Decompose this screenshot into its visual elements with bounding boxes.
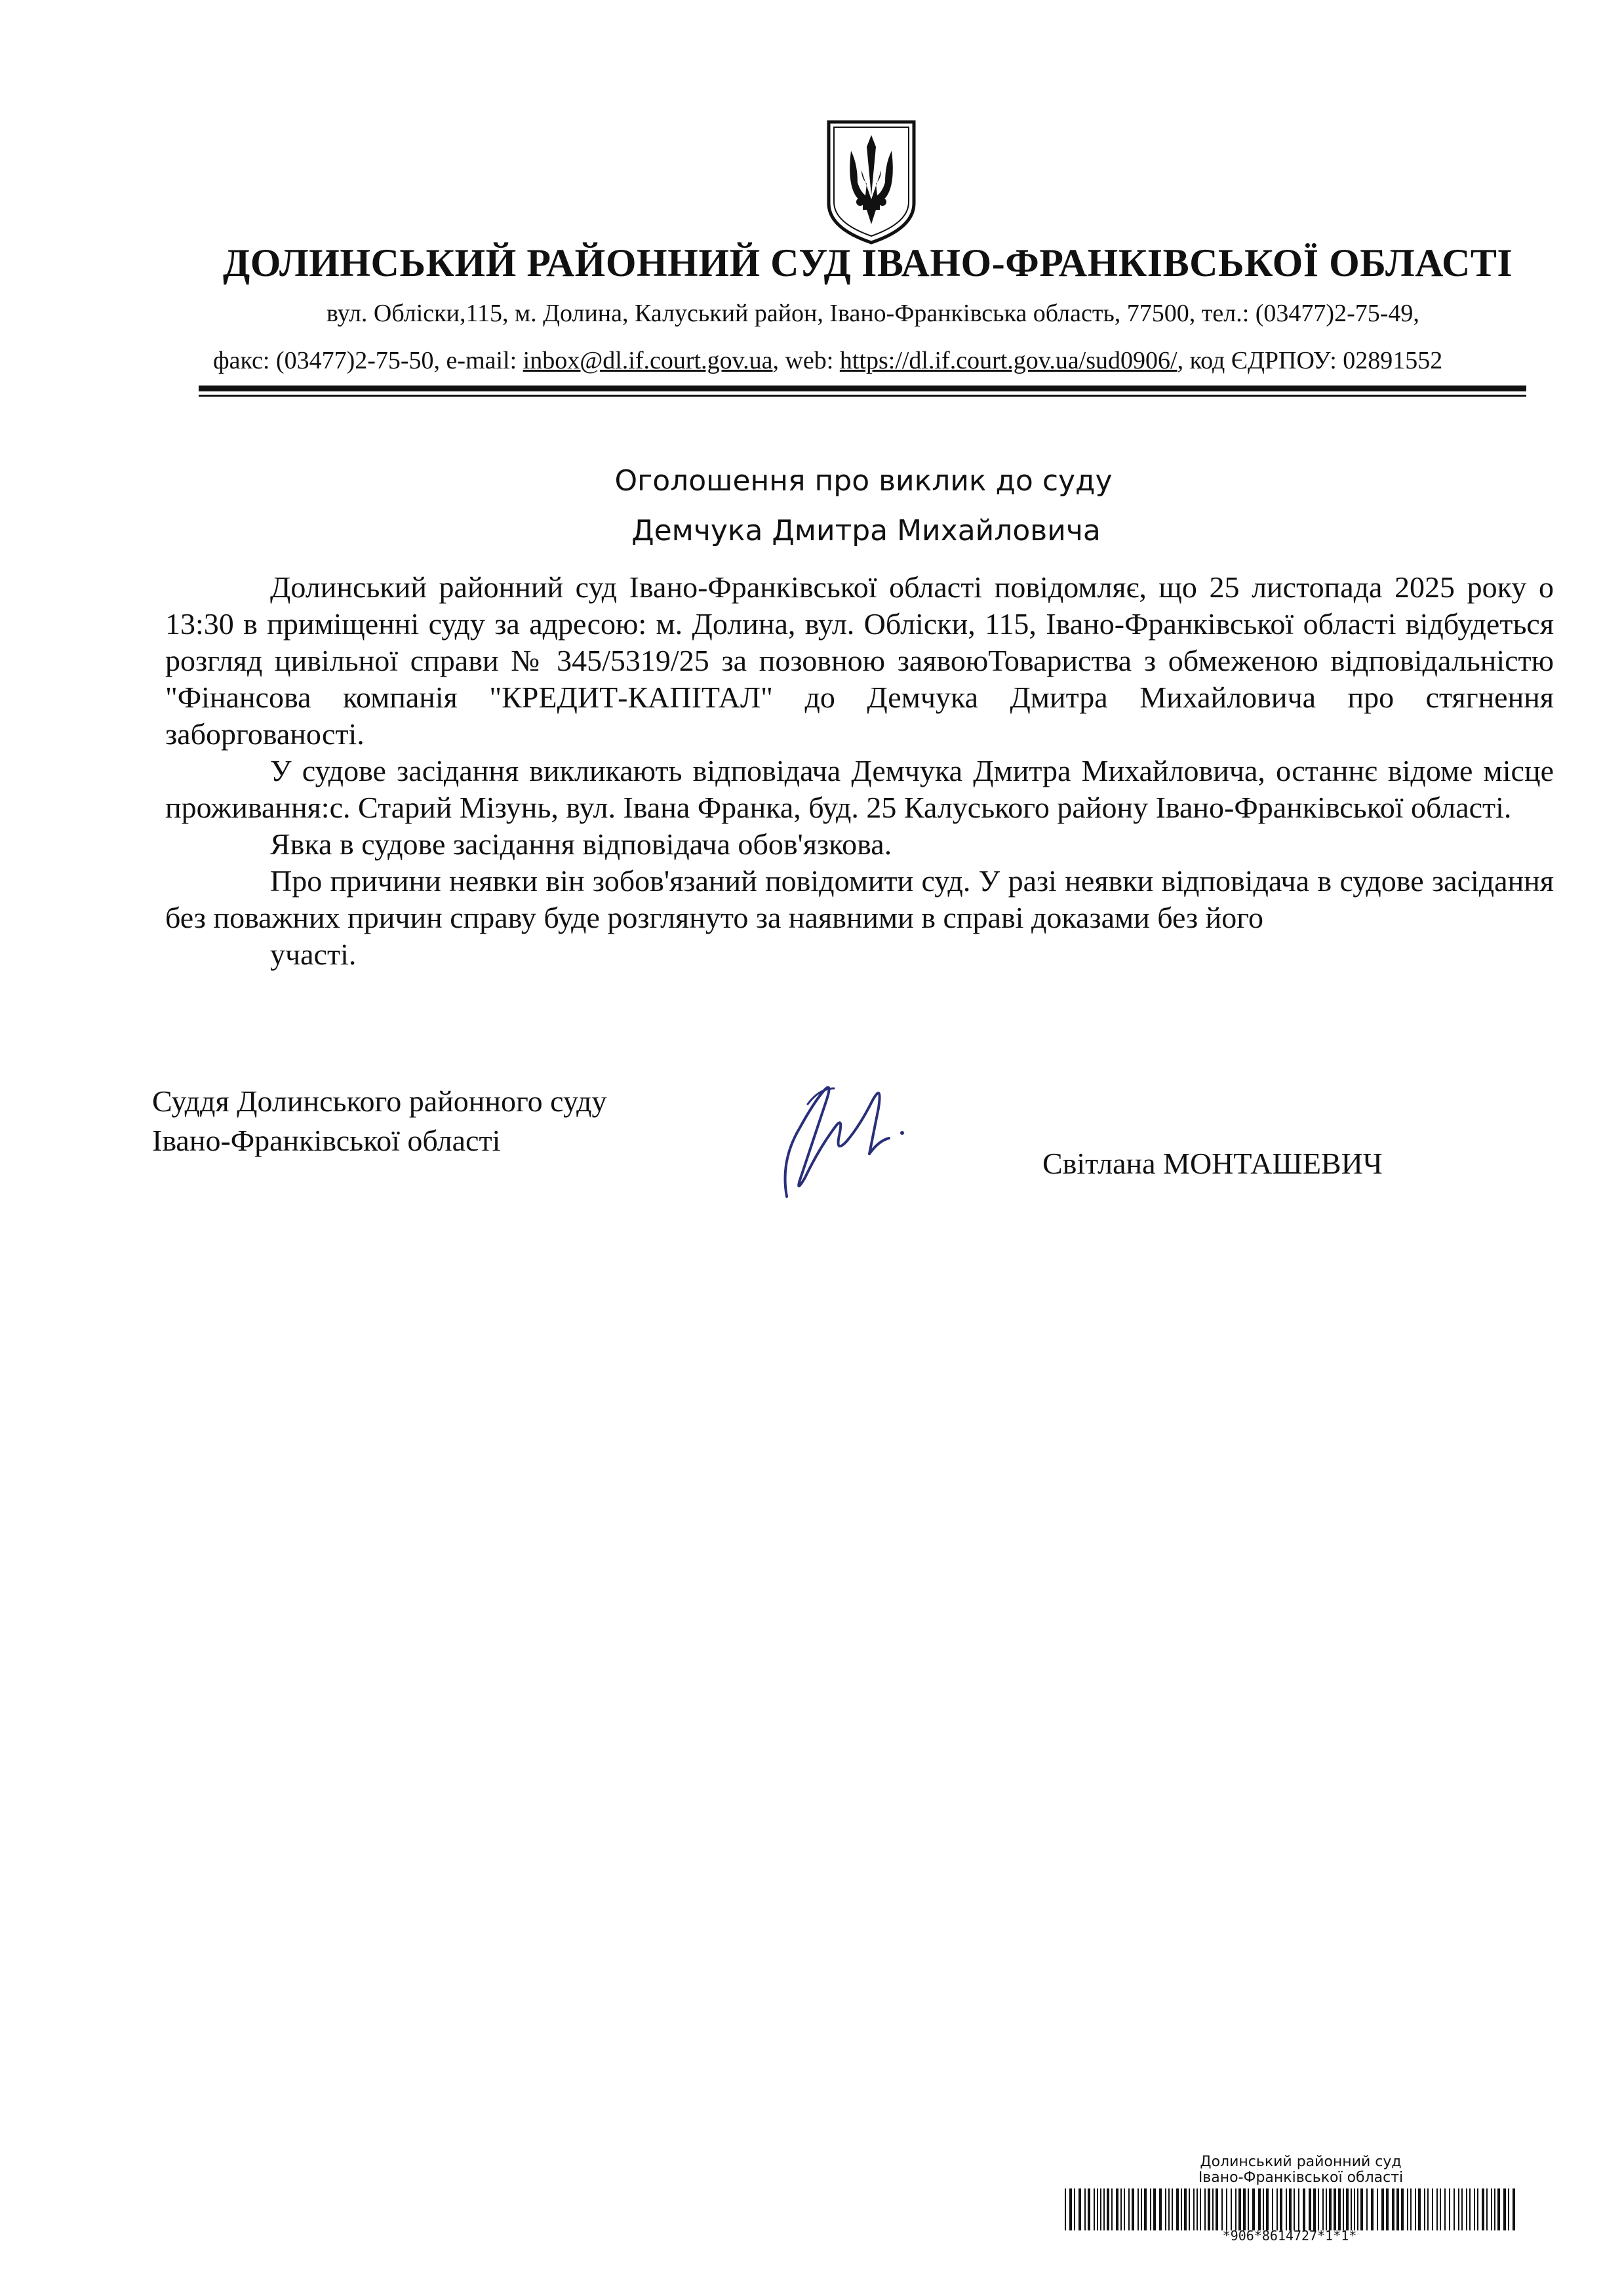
paragraph-summons: У судове засідання викликають відповідача Демчука Дмитра Михайловича, останнє відоме місце проживання:с. Старий Мізунь, вул. Івана Франка, буд. 25 Калуського району Івано-Франківської області. — [165, 754, 1554, 824]
barcode-bar — [1436, 2188, 1438, 2230]
judge-title-line1: Суддя Долинського районного суду — [152, 1084, 607, 1118]
barcode-bar — [1094, 2188, 1095, 2230]
barcode-bar — [1124, 2188, 1125, 2230]
web-label: , web: — [772, 347, 840, 374]
barcode-bar — [1458, 2188, 1459, 2230]
barcode-bar — [1424, 2188, 1425, 2230]
barcode-bar — [1120, 2188, 1122, 2230]
barcode-bar — [1346, 2188, 1349, 2230]
barcode-bar — [1128, 2188, 1130, 2230]
stamp-court-name: Долинський районний суд — [1200, 2154, 1402, 2170]
barcode-bar — [1107, 2188, 1109, 2230]
barcode-bar — [1111, 2188, 1113, 2230]
barcode-bar — [1153, 2188, 1156, 2230]
barcode-bar — [1381, 2188, 1384, 2230]
paragraph-attendance: Явка в судове засідання відповідача обов'язкова. — [270, 827, 892, 861]
announcement-body — [165, 569, 1554, 973]
barcode-icon — [1063, 2188, 1516, 2230]
barcode-bar — [1200, 2188, 1201, 2230]
barcode-bar — [1427, 2188, 1429, 2230]
barcode-bar — [1513, 2188, 1515, 2230]
barcode-bar — [1392, 2188, 1395, 2230]
barcode-bar — [1497, 2188, 1500, 2230]
court-name-heading: ДОЛИНСЬКИЙ РАЙОННИЙ СУД ІВАНО-ФРАНКІВСЬКОЇ ОБЛАСТІ — [223, 241, 1513, 285]
barcode-bar — [1474, 2188, 1475, 2230]
barcode-bar — [1172, 2188, 1173, 2230]
barcode-bar — [1503, 2188, 1506, 2230]
barcode-bar — [1208, 2188, 1210, 2230]
announcement-title: Оголошення про виклик до суду — [614, 464, 1113, 498]
handwritten-signature-icon — [774, 1062, 924, 1206]
barcode-bar — [1159, 2188, 1162, 2230]
barcode-bar — [1226, 2188, 1227, 2230]
barcode-bar — [1238, 2188, 1241, 2230]
barcode-bar — [1477, 2188, 1478, 2230]
barcode-bar — [1272, 2188, 1273, 2230]
barcode-bar — [1334, 2188, 1336, 2230]
barcode-bar — [1482, 2188, 1484, 2230]
judge-title — [152, 1082, 607, 1160]
trident-coat-of-arms-icon — [825, 118, 918, 247]
barcode-bar — [1116, 2188, 1118, 2230]
website-link[interactable]: https://dl.if.court.gov.ua/sud0906/ — [839, 347, 1177, 374]
barcode-bar — [1449, 2188, 1450, 2230]
fax-text: факс: (03477)2-75-50, e-mail: — [213, 347, 523, 374]
barcode-bar — [1078, 2188, 1081, 2230]
paragraph-hearing-notice: Долинський районний суд Івано-Франківської області повідомляє, що 25 листопада 2025 року о 13:30 в приміщенні суду за адресою: м. Долина, вул. Обліски, 115, Івано-Франківської області відбудеться розгляд цивільної справи № 345/5319/25 за позовною заявоюТовариства з обмеженою відповідальністю "Фінансова компанія "КРЕДИТ-КАПІТАЛ" до Демчука Дмитра Михайловича про стягнення заборгованості. — [165, 570, 1554, 751]
barcode-bar — [1351, 2188, 1352, 2230]
barcode-bar — [1231, 2188, 1232, 2230]
barcode-bar — [1461, 2188, 1463, 2230]
barcode-bar — [1258, 2188, 1261, 2230]
header-divider-thick — [199, 386, 1526, 391]
barcode-bar — [1212, 2188, 1214, 2230]
barcode-bar — [1486, 2188, 1488, 2230]
barcode-bar — [1184, 2188, 1187, 2230]
barcode-bar — [1407, 2188, 1408, 2230]
barcode-bar — [1165, 2188, 1166, 2230]
barcode-bar — [1298, 2188, 1299, 2230]
barcode-bar — [1150, 2188, 1151, 2230]
barcode-bar — [1132, 2188, 1134, 2230]
barcode-bar — [1326, 2188, 1327, 2230]
barcode-bar — [1396, 2188, 1399, 2230]
barcode-bar — [1322, 2188, 1324, 2230]
barcode-bar — [1303, 2188, 1305, 2230]
barcode-bar — [1309, 2188, 1311, 2230]
barcode-bar — [1193, 2188, 1195, 2230]
barcode-bar — [1418, 2188, 1421, 2230]
barcode-bar — [1176, 2188, 1179, 2230]
barcode-bar — [1097, 2188, 1098, 2230]
barcode-bar — [1243, 2188, 1246, 2230]
barcode-bar — [1137, 2188, 1139, 2230]
barcode-bar — [1432, 2188, 1433, 2230]
barcode-bar — [1508, 2188, 1509, 2230]
barcode-bar — [1444, 2188, 1446, 2230]
barcode-bar — [1065, 2188, 1066, 2230]
barcode-bar — [1181, 2188, 1182, 2230]
barcode-bar — [1469, 2188, 1471, 2230]
registration-stamp — [1063, 2154, 1516, 2286]
barcode-bar — [1343, 2188, 1344, 2230]
barcode-bar — [1415, 2188, 1416, 2230]
barcode-bar — [1329, 2188, 1332, 2230]
barcode-bar — [1360, 2188, 1363, 2230]
barcode-bar — [1252, 2188, 1255, 2230]
barcode-bar — [1197, 2188, 1198, 2230]
barcode-bar — [1248, 2188, 1249, 2230]
barcode-bar — [1266, 2188, 1269, 2230]
barcode-bar — [1491, 2188, 1492, 2230]
barcode-bar — [1276, 2188, 1278, 2230]
judge-name: Світлана МОНТАШЕВИЧ — [1042, 1147, 1383, 1180]
barcode-bar — [1168, 2188, 1170, 2230]
barcode-bar — [1084, 2188, 1086, 2230]
barcode-bar — [1280, 2188, 1282, 2230]
barcode-bar — [1401, 2188, 1404, 2230]
barcode-bar — [1377, 2188, 1378, 2230]
header-divider-thin — [199, 395, 1526, 397]
barcode-bar — [1289, 2188, 1292, 2230]
barcode-bar — [1371, 2188, 1374, 2230]
barcode-bar — [1294, 2188, 1295, 2230]
announcement-subject: Демчука Дмитра Михайловича — [631, 514, 1101, 547]
barcode-bar — [1100, 2188, 1101, 2230]
barcode-bar — [1216, 2188, 1218, 2230]
barcode-bar — [1144, 2188, 1147, 2230]
barcode-bar — [1357, 2188, 1358, 2230]
barcode-number: *906*8614727*1*1* — [1222, 2228, 1357, 2244]
barcode-bar — [1141, 2188, 1142, 2230]
paragraph-absence-tail: участі. — [270, 938, 357, 971]
barcode-bar — [1189, 2188, 1190, 2230]
barcode-bar — [1354, 2188, 1355, 2230]
barcode-bar — [1235, 2188, 1236, 2230]
barcode-bar — [1318, 2188, 1319, 2230]
email-link[interactable]: inbox@dl.if.court.gov.ua — [523, 347, 773, 374]
barcode-bar — [1074, 2188, 1075, 2230]
barcode-bar — [1366, 2188, 1368, 2230]
barcode-bar — [1069, 2188, 1072, 2230]
barcode-bar — [1286, 2188, 1287, 2230]
barcode-bar — [1386, 2188, 1389, 2230]
stamp-region: Івано-Франківської області — [1198, 2169, 1404, 2186]
court-contacts — [213, 346, 1492, 375]
barcode-bar — [1454, 2188, 1455, 2230]
barcode-bar — [1466, 2188, 1467, 2230]
barcode-bar — [1440, 2188, 1441, 2230]
judge-title-line2: Івано-Франківської області — [152, 1124, 501, 1157]
barcode-bar — [1494, 2188, 1495, 2230]
barcode-bar — [1313, 2188, 1316, 2230]
paragraph-absence-consequences: Про причини неявки він зобов'язаний повідомити суд. У разі неявки відповідача в судове засідання без поважних причин справу буде розглянуто за наявними в справі доказами без його — [165, 864, 1554, 934]
barcode-bar — [1221, 2188, 1223, 2230]
barcode-bar — [1103, 2188, 1105, 2230]
edrpou-text: , код ЄДРПОУ: 02891552 — [1177, 347, 1443, 374]
barcode-bar — [1088, 2188, 1090, 2230]
barcode-bar — [1204, 2188, 1206, 2230]
barcode-bar — [1338, 2188, 1341, 2230]
barcode-bar — [1410, 2188, 1412, 2230]
court-address: вул. Обліски,115, м. Долина, Калуський район, Івано-Франківська область, 77500, тел.: (03477)2-75-49, — [326, 300, 1419, 327]
barcode-bar — [1263, 2188, 1264, 2230]
